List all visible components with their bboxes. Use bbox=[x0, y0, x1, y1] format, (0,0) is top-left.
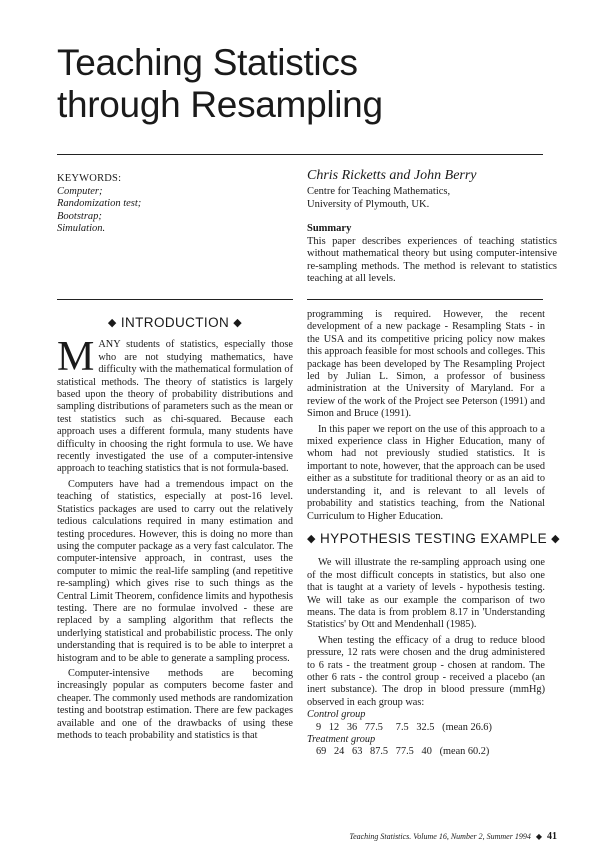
control-group-values: 9 12 36 77.5 7.5 32.5 (mean 26.6) bbox=[316, 721, 492, 733]
diamond-icon: ◆ bbox=[551, 532, 561, 545]
left-column-rule bbox=[57, 299, 293, 300]
article-title bbox=[57, 42, 557, 126]
control-group-label: Control group bbox=[307, 709, 366, 721]
affiliation-line-1: Centre for Teaching Mathematics, bbox=[307, 186, 451, 197]
diamond-icon: ◆ bbox=[535, 832, 542, 841]
hypothesis-paragraph-1: We will illustrate the re-sampling approach using one of the most difficult concepts in statistics, but also one that is taught at a variety of levels - hypothesis testing. We will take as our example the comparison of two means. The data is from problem 8.17 in 'Understanding Statistics' by Ott and Mendenhall (1985). bbox=[307, 557, 545, 631]
left-column bbox=[57, 317, 293, 742]
summary-text: This paper describes experiences of teaching statistics without mathematical theory but using computer-intensive re-sampling methods. The method is relevant to statistics teaching at all levels. bbox=[307, 235, 557, 284]
intro-paragraph-4: programming is required. However, the recent development of a new package - Resampling Stats - in the USA and its competitive pricing policy now makes this approach feasible for most schools and colleges. This package has been developed by The Resampling Project led by Julian L. Simon, a professor of business administration at the University of Maryland. For a review of the work of the Project see Peterson (1991) and Simon and Bruce (1991). bbox=[307, 309, 545, 420]
authors-block bbox=[307, 167, 557, 286]
treatment-group-label: Treatment group bbox=[307, 734, 376, 745]
journal-citation: Teaching Statistics. Volume 16, Number 2, Summer 1994 bbox=[349, 832, 531, 841]
intro-paragraph-1 bbox=[57, 334, 293, 475]
summary-heading: Summary bbox=[307, 223, 352, 234]
affiliation-line-2: University of Plymouth, UK. bbox=[307, 198, 430, 210]
keywords-block bbox=[57, 173, 277, 236]
page-footer bbox=[0, 831, 557, 842]
introduction-heading bbox=[57, 317, 293, 329]
right-column bbox=[307, 309, 561, 759]
intro-paragraph-1-text: ANY students of statistics, especially those who are not studying mathematics, have difficulty with the mathematical formulation of statistical methods. The theory of statistics is largely based upon the theory of probability distributions and sampling distributions of parameters such as the mean or test statistics such as chi-squared. Because each approach uses a different formula, many students have difficulty in choosing the right formula to use. We have recently investigated the use of a computer-intensive approach to teaching statistics that is not formula-based. bbox=[57, 339, 293, 475]
diamond-icon: ◆ bbox=[107, 317, 117, 329]
keyword-item: Simulation. bbox=[57, 223, 106, 234]
hypothesis-heading-label: HYPOTHESIS TESTING EXAMPLE bbox=[320, 530, 547, 546]
diamond-icon: ◆ bbox=[233, 317, 243, 329]
introduction-heading-label: INTRODUCTION bbox=[120, 315, 230, 330]
treatment-group-values: 69 24 63 87.5 77.5 40 (mean 60.2) bbox=[316, 746, 490, 758]
page-number: 41 bbox=[547, 831, 557, 842]
author-names: Chris Ricketts and John Berry bbox=[307, 168, 477, 183]
keyword-item: Bootstrap; bbox=[57, 210, 102, 222]
keyword-item: Randomization test; bbox=[57, 198, 142, 209]
right-column-rule bbox=[307, 299, 543, 300]
title-line-1: Teaching Statistics bbox=[57, 42, 358, 83]
hypothesis-heading bbox=[307, 530, 561, 546]
header-rule bbox=[57, 154, 543, 155]
keyword-item: Computer; bbox=[57, 185, 103, 197]
keywords-heading: KEYWORDS: bbox=[57, 173, 122, 184]
drop-cap: M bbox=[57, 334, 95, 381]
title-line-2: through Resampling bbox=[57, 84, 383, 125]
intro-paragraph-2: Computers have had a tremendous impact on the teaching of statistics, especially at post-16 level. Statistics packages are used to carry out the relatively tedious calculations required in many estimation and testing procedures. However, this is doing no more than using the computer package as a very fast calculator. The computer-intensive approach, in contrast, uses the computer to mimic the real-life sampling (and repetitive re-sampling) which gives rise to such things as the Central Limit Theorem, confidence limits and hypothesis testing. There are no formulae involved - these are replaced by a sampling algorithm that reflects the underlying statistical and probabilistic process. The only understanding that is required is to be able to interpret a histogram and to be able to generate a sampling process. bbox=[57, 478, 293, 664]
intro-paragraph-5: In this paper we report on the use of this approach to a mixed experience class in Higher Education, many of whom had not previously studied statistics. It is important to note, however, that the approach can be used either as a substitute for traditional theory or as an aid to understanding it, and is relevant to all levels of probability and statistics teaching, from the National Curriculum to Higher Education. bbox=[307, 423, 545, 522]
intro-paragraph-3: Computer-intensive methods are becoming increasingly popular as computers become faster and cheaper. The commonly used methods are randomization testing and bootstrap estimation. There are few packages available and one of the drawbacks of using these methods to teach probability and statistics is that bbox=[57, 667, 293, 741]
hypothesis-paragraph-2: When testing the efficacy of a drug to reduce blood pressure, 12 rats were chosen and the drug administered to 6 rats - the treatment group - chosen at random. The other 6 rats - the control group - received a placebo (an inert substance). The drop in blood pressure (mmHg) observed in each group was: bbox=[307, 634, 545, 708]
diamond-icon: ◆ bbox=[307, 532, 316, 545]
